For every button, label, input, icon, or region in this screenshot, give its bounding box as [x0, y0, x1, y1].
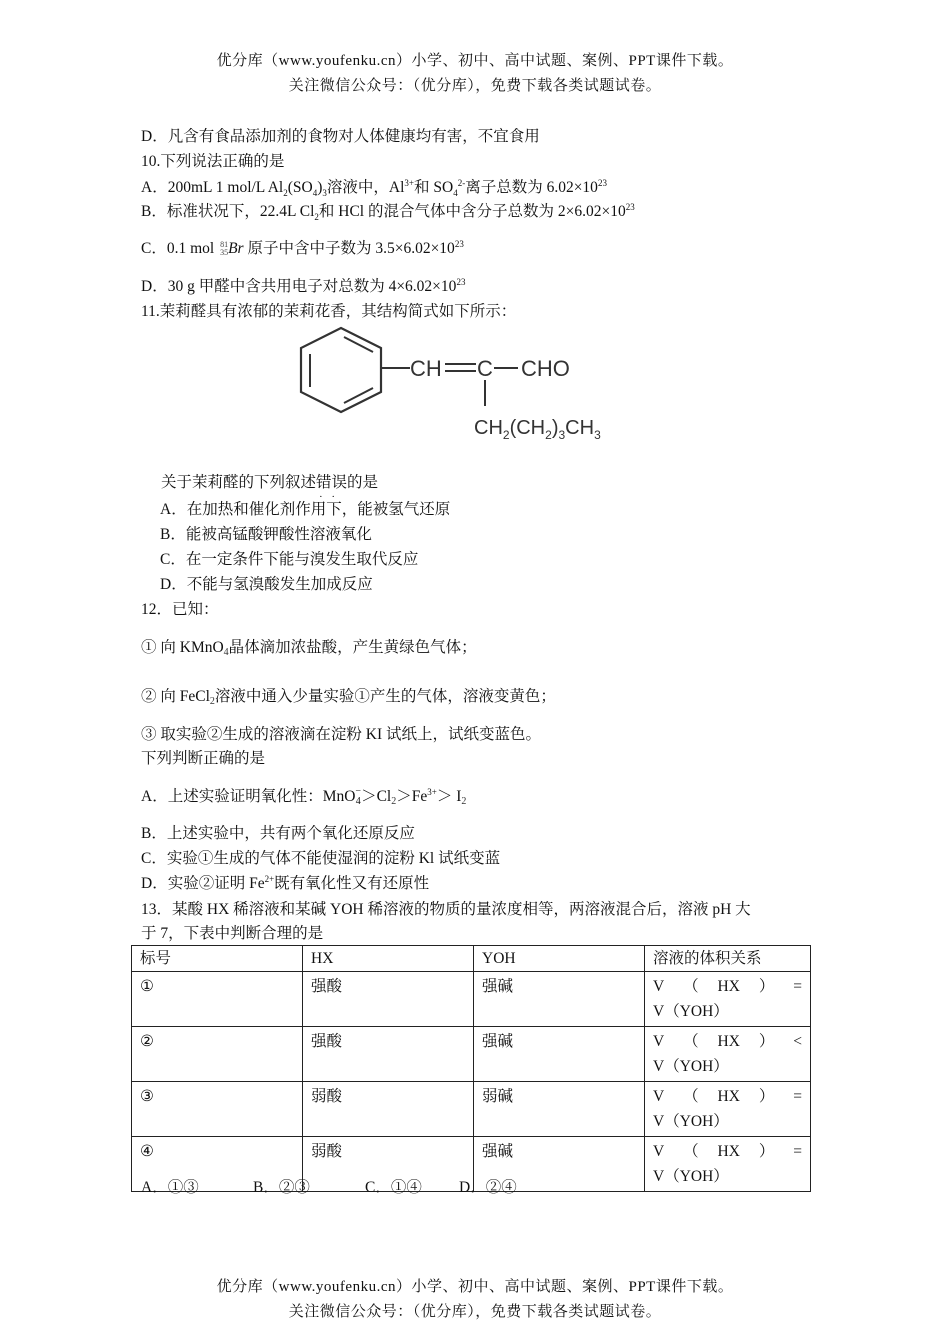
- header-line-2: 关注微信公众号：（优分库），免费下载各类试题试卷。: [288, 78, 662, 94]
- row-yoh: 强碱: [474, 972, 645, 1027]
- q13-option-b: B．②③: [253, 1179, 310, 1196]
- row-volume: V （ HX ） = V（YOH）: [645, 972, 811, 1027]
- q11-lead: 关于茉莉醛的下列叙述错误 · ·的是: [161, 472, 378, 494]
- q12-option-a: A．上述实验证明氧化性：MnO− $4>Cl2>Fe^{3+}> I2$: [141, 786, 467, 808]
- row-hx: 弱酸: [303, 1082, 474, 1137]
- structure-cho-label: CHO: [521, 356, 570, 381]
- q13-options: [141, 1177, 517, 1199]
- structure-chain-label: $CH_2(CH_2)_3CH_3$: [474, 417, 601, 442]
- q13-stem-line-1: 13．某酸 HX 稀溶液和某碱 YOH 稀溶液的物质的量浓度相等，两溶液混合后，溶液 pH 大: [141, 901, 751, 918]
- row-hx: 强酸: [303, 972, 474, 1027]
- jasminaldehyde-structure: [296, 320, 676, 450]
- emphasis-wrong: 错误 · ·: [316, 474, 347, 491]
- q11-stem: 11.茉莉醛具有浓郁的茉莉花香，其结构简式如下所示：: [141, 303, 517, 320]
- q12-option-b: B．上述实验中，共有两个氧化还原反应: [141, 825, 415, 842]
- q10-option-a: A．200mL 1 mol/L $Al_2(SO_4)_3$溶液中，$Al^{3+}$和 $SO_4^{2-}$离子总数为 $6.02\times 10^{23}$: [141, 177, 607, 199]
- row-no: ④: [132, 1137, 303, 1192]
- q11-option-b: B．能被高锰酸钾酸性溶液氧化: [160, 526, 372, 543]
- q11-option-c: C．在一定条件下能与溴发生取代反应: [160, 551, 419, 568]
- row-volume: V （ HX ） = V（YOH）: [645, 1137, 811, 1192]
- q12-stem: 12．已知：: [141, 601, 219, 618]
- q10-option-c: C．0.1 mol 81 35Br 原子中含中子数为 $3.5\times 6.02\times 10^{23}$: [141, 238, 464, 258]
- q13-stem-line-2: 于 7，下表中判断合理的是: [141, 925, 324, 942]
- row-no: ①: [132, 972, 303, 1027]
- header-yoh: YOH: [474, 946, 645, 972]
- table-row: [132, 1082, 811, 1137]
- q12-option-d: D．实验②证明 $Fe^{2+}$既有氧化性又有还原性: [141, 873, 430, 892]
- footer-line-2: 关注微信公众号：（优分库），免费下载各类试题试卷。: [288, 1304, 662, 1320]
- q12-question: 下列判断正确的是: [141, 750, 266, 767]
- q9-option-d: D．凡含有食品添加剂的食物对人体健康均有害，不宜食用: [141, 128, 540, 145]
- row-no: ②: [132, 1027, 303, 1082]
- table-row: [132, 972, 811, 1027]
- q12-step-3: ③ 取实验②生成的溶液滴在淀粉 KI 试纸上，试纸变蓝色。: [141, 726, 541, 743]
- row-no: ③: [132, 1082, 303, 1137]
- header-no: 标号: [132, 946, 303, 972]
- row-yoh: 强碱: [474, 1027, 645, 1082]
- header-volume: 溶液的体积关系: [645, 946, 811, 972]
- isotope-notation: 81 35: [220, 240, 229, 258]
- q10-stem: 10.下列说法正确的是: [141, 153, 285, 170]
- structure-c-label: C: [477, 356, 493, 381]
- row-volume: V （ HX ） = V（YOH）: [645, 1082, 811, 1137]
- row-yoh: 强碱: [474, 1137, 645, 1192]
- q12-option-c: C．实验①生成的气体不能使湿润的淀粉 Kl 试纸变蓝: [141, 850, 501, 867]
- structure-ch-label: CH: [410, 356, 442, 381]
- q13-option-d: D．②④: [459, 1179, 517, 1196]
- q12-step-1: ① 向 KMnO4晶体滴加浓盐酸，产生黄绿色气体；: [141, 639, 477, 658]
- row-yoh: 弱碱: [474, 1082, 645, 1137]
- row-hx: 弱酸: [303, 1137, 474, 1192]
- q12-step-2: ② 向 FeCl2溶液中通入少量实验①产生的气体，溶液变黄色；: [141, 688, 556, 707]
- q13-option-c: C．①④: [365, 1179, 422, 1196]
- q13-table: [131, 945, 811, 1192]
- footer-line-1: 优分库（www.youfenku.cn）小学、初中、高中试题、案例、PPT课件下载。: [216, 1279, 734, 1295]
- q10-option-d: D．30 g 甲醛中含共用电子对总数为 $4\times 6.02\times 10^{23}$: [141, 276, 466, 295]
- q10-option-b: B．标准状况下，22.4L $Cl_2$和 HCl 的混合气体中含分子总数为 $2\times 6.02\times 10^{23}$: [141, 201, 635, 223]
- table-row: [132, 1027, 811, 1082]
- q13-option-a: A．①③: [141, 1179, 199, 1196]
- header-line-1: 优分库（www.youfenku.cn）小学、初中、高中试题、案例、PPT课件下载。: [216, 53, 734, 69]
- q11-option-d: D．不能与氢溴酸发生加成反应: [160, 576, 373, 593]
- row-hx: 强酸: [303, 1027, 474, 1082]
- q11-option-a: A．在加热和催化剂作用下，能被氢气还原: [160, 501, 451, 518]
- header-hx: HX: [303, 946, 474, 972]
- row-volume: V （ HX ） < V（YOH）: [645, 1027, 811, 1082]
- table-header-row: [132, 946, 811, 972]
